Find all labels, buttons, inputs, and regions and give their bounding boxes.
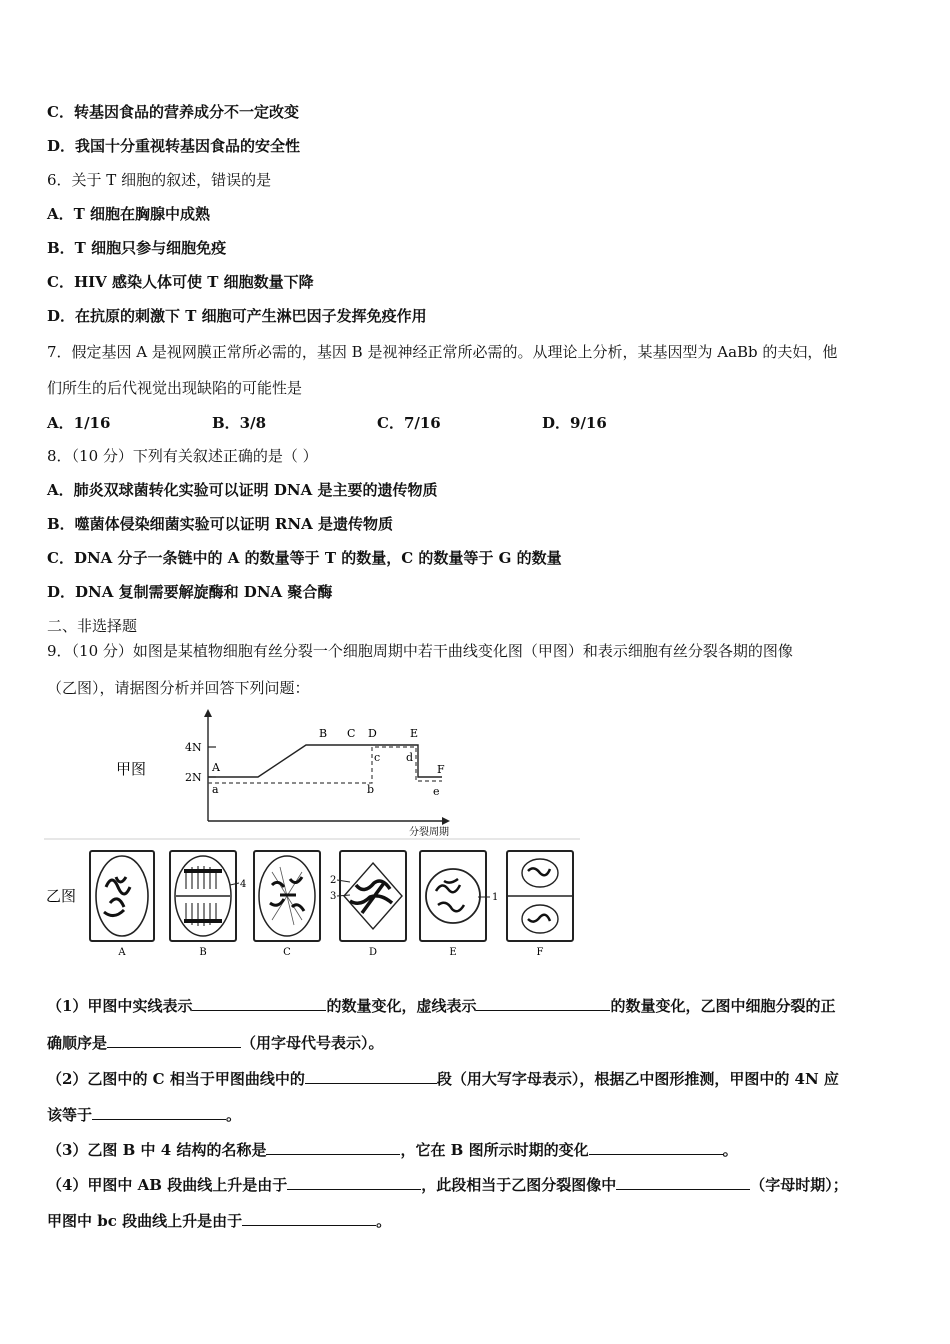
point-E: E [410,727,419,740]
yi-label: 乙图 [46,887,77,905]
x-axis-arrow [442,817,450,825]
s3-text-a: （3）乙图 B 中 4 结构的名称是 [47,1141,267,1159]
q5-option-c: C．转基因食品的营养成分不一定改变 [47,103,299,121]
blank-4b[interactable] [616,1174,750,1190]
cell-label-a: A [118,947,126,958]
point-C: C [347,727,356,740]
point-e: e [433,785,440,798]
s3-text-c: 。 [722,1141,738,1159]
blank-1b[interactable] [476,995,610,1011]
subquestion-2-line1 [47,1068,839,1089]
q8-option-d: D．DNA 复制需要解旋酶和 DNA 聚合酶 [47,583,333,601]
s2-text-c: 该等于 [47,1106,93,1124]
figure-cell-division [44,707,580,962]
q6-stem: 6．关于 T 细胞的叙述，错误的是 [47,171,272,189]
point-b: b [367,783,375,796]
x-axis-label: 分裂周期 [409,827,449,838]
blank-4c[interactable] [242,1210,376,1226]
subquestion-1-line1 [47,995,835,1016]
marker-1: 1 [492,892,499,903]
point-F: F [437,763,445,776]
blank-3a[interactable] [266,1139,400,1155]
s1-text-b: 的数量变化，虚线表示 [326,997,477,1015]
y-label-2n: 2N [185,771,202,784]
marker-2: 2 [330,875,337,886]
q6-option-d: D．在抗原的刺激下 T 细胞可产生淋巴因子发挥免疫作用 [47,307,427,325]
y-label-4n: 4N [185,741,202,754]
s1-text-e: （用字母代号表示）。 [241,1034,384,1052]
s4-text-c: （字母时期）； [750,1176,848,1194]
q7-stem-line1: 7．假定基因 A 是视网膜正常所必需的，基因 B 是视神经正常所必需的。从理论上分析，某基因型为 AaBb 的夫妇，他 [47,343,838,361]
q8-stem: 8．（10 分）下列有关叙述正确的是（ ） [47,447,318,465]
blank-1a[interactable] [192,995,326,1011]
s2-text-b: 段（用大写字母表示），根据乙中图形推测，甲图中的 4N 应 [436,1070,839,1088]
q8-option-c: C．DNA 分子一条链中的 A 的数量等于 T 的数量，C 的数量等于 G 的数量 [47,549,562,567]
cell-label-b: B [199,947,207,958]
cell-a [90,851,154,941]
subquestion-4-line1 [47,1174,848,1195]
q7-option-c: C．7/16 [377,414,441,432]
section-heading: 二、非选择题 [47,617,138,635]
s4-text-d: 甲图中 bc 段曲线上升是由于 [47,1212,243,1230]
blank-2b[interactable] [92,1104,226,1120]
cell-f [507,851,573,941]
cell-e [420,851,486,941]
q7-option-a: A．1/16 [47,414,111,432]
q7-stem-line2: 们所生的后代视觉出现缺陷的可能性是 [47,379,303,397]
s2-text-a: （2）乙图中的 C 相当于甲图曲线中的 [47,1070,305,1088]
s2-text-d: 。 [226,1106,242,1124]
s1-text-a: （1）甲图中实线表示 [47,997,193,1015]
point-D: D [368,727,377,740]
q7-option-d: D．9/16 [542,414,607,432]
s4-text-e: 。 [376,1212,392,1230]
subquestion-2-line2 [47,1104,241,1125]
point-A: A [212,761,220,774]
q7-option-b: B．3/8 [212,414,267,432]
q9-stem-line1: 9．（10 分）如图是某植物细胞有丝分裂一个细胞周期中若干曲线变化图（甲图）和表示细胞有丝分裂各期的图像 [47,642,793,660]
s1-text-d: 确顺序是 [47,1034,108,1052]
marker-4: 4 [240,879,247,890]
figure-svg [44,707,580,962]
cell-c [254,851,320,941]
subquestion-1-line2 [47,1032,384,1053]
q8-option-a: A．肺炎双球菌转化实验可以证明 DNA 是主要的遗传物质 [47,481,438,499]
point-d: d [406,751,414,764]
q9-stem-line2: （乙图），请据图分析并回答下列问题： [47,679,310,697]
subquestion-4-line2 [47,1210,391,1231]
cell-label-f: F [536,947,544,958]
cell-label-c: C [283,947,291,958]
q6-option-b: B．T 细胞只参与细胞免疫 [47,239,227,257]
s4-text-b: ，此段相当于乙图分裂图像中 [421,1176,617,1194]
subquestion-3 [47,1139,738,1160]
point-a: a [212,783,219,796]
q6-option-c: C．HIV 感染人体可使 T 细胞数量下降 [47,273,314,291]
cell-b [170,851,236,941]
blank-3b[interactable] [589,1139,723,1155]
q6-option-a: A．T 细胞在胸腺中成熟 [47,205,211,223]
s1-text-c: 的数量变化，乙图中细胞分裂的正 [610,997,836,1015]
marker-3: 3 [330,891,337,902]
point-c: c [374,751,381,764]
point-B: B [319,727,328,740]
y-axis-arrow [204,709,212,717]
blank-2a[interactable] [305,1068,437,1084]
s4-text-a: （4）甲图中 AB 段曲线上升是由于 [47,1176,288,1194]
q8-option-b: B．噬菌体侵染细菌实验可以证明 RNA 是遗传物质 [47,515,393,533]
blank-1c[interactable] [107,1032,241,1048]
jia-label: 甲图 [116,760,147,778]
cell-label-d: D [368,947,378,958]
cell-label-e: E [449,947,457,958]
q5-option-d: D．我国十分重视转基因食品的安全性 [47,137,301,155]
cell-d [340,851,406,941]
blank-4a[interactable] [287,1174,421,1190]
s3-text-b: ，它在 B 图所示时期的变化 [400,1141,589,1159]
